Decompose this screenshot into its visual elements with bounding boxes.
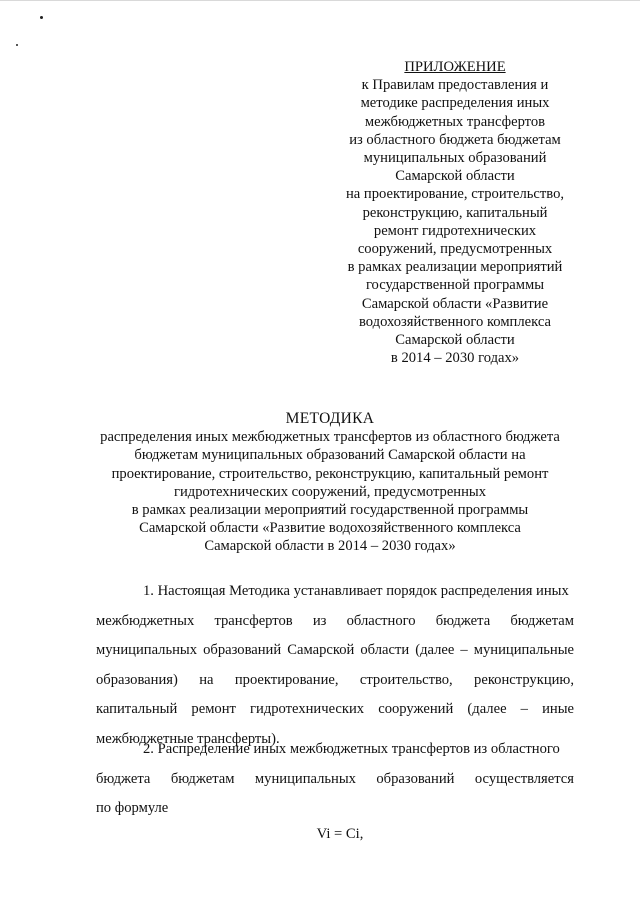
appendix-line: на проектирование, строительство, bbox=[345, 186, 565, 203]
appendix-line: водохозяйственного комплекса bbox=[358, 313, 551, 330]
paragraph-line: бюджета бюджетам муниципальных образований осуществляется bbox=[96, 770, 574, 787]
appendix-heading: ПРИЛОЖЕНИЕ bbox=[404, 59, 506, 75]
appendix-line: ремонт гидротехнических bbox=[373, 222, 537, 239]
scan-edge-line bbox=[0, 0, 640, 1]
appendix-line: государственной программы bbox=[365, 277, 545, 294]
appendix-block bbox=[320, 58, 590, 367]
appendix-line: реконструкцию, капитальный bbox=[362, 204, 548, 221]
document-title: МЕТОДИКА bbox=[285, 410, 375, 427]
title-line: распределения иных межбюджетных трансфертов из областного бюджета bbox=[100, 429, 560, 446]
paragraph-2 bbox=[96, 735, 574, 824]
appendix-line: муниципальных образований bbox=[363, 150, 547, 167]
paragraph-line: межбюджетных трансфертов из областного бюджета бюджетам bbox=[96, 612, 574, 629]
paragraph-line: 1. Настоящая Методика устанавливает порядок распределения иных bbox=[143, 583, 569, 599]
appendix-line: из областного бюджета бюджетам bbox=[349, 131, 561, 148]
scan-speck bbox=[16, 44, 18, 46]
title-line: проектирование, строительство, реконструкцию, капитальный ремонт bbox=[111, 465, 549, 482]
appendix-line: Самарской области «Развитие bbox=[361, 295, 549, 312]
title-line: в рамках реализации мероприятий государственной программы bbox=[131, 502, 529, 519]
paragraph-1 bbox=[96, 577, 574, 755]
appendix-line: межбюджетных трансфертов bbox=[364, 113, 546, 130]
paragraph-line: 2. Распределение иных межбюджетных трансфертов из областного bbox=[143, 741, 560, 757]
paragraph-line: межбюджетные трансферты). bbox=[96, 730, 280, 747]
appendix-line: к Правилам предоставления и bbox=[361, 77, 549, 94]
appendix-line: в рамках реализации мероприятий bbox=[347, 259, 563, 276]
formula: Vi = Ci, bbox=[316, 826, 364, 842]
scan-speck bbox=[40, 16, 43, 19]
appendix-line: Самарской области bbox=[395, 168, 515, 185]
title-line: гидротехнических сооружений, предусмотренных bbox=[173, 483, 487, 500]
title-line: Самарской области в 2014 – 2030 годах» bbox=[204, 538, 456, 555]
title-line: Самарской области «Развитие водохозяйственного комплекса bbox=[139, 520, 521, 537]
paragraph-line: муниципальных образований Самарской области (далее – муниципальные bbox=[96, 642, 574, 659]
paragraph-line: капитальный ремонт гидротехнических сооружений (далее – иные bbox=[96, 701, 574, 718]
appendix-line: в 2014 – 2030 годах» bbox=[390, 350, 520, 367]
title-line: бюджетам муниципальных образований Самарской области на bbox=[134, 447, 526, 464]
appendix-line: сооружений, предусмотренных bbox=[357, 241, 553, 258]
appendix-line: методике распределения иных bbox=[360, 95, 550, 112]
appendix-line: Самарской области bbox=[395, 332, 515, 349]
methodology-title-block bbox=[60, 410, 600, 556]
paragraph-line: по формуле bbox=[96, 800, 169, 817]
paragraph-line: образования) на проектирование, строительство, реконструкцию, bbox=[96, 671, 574, 688]
